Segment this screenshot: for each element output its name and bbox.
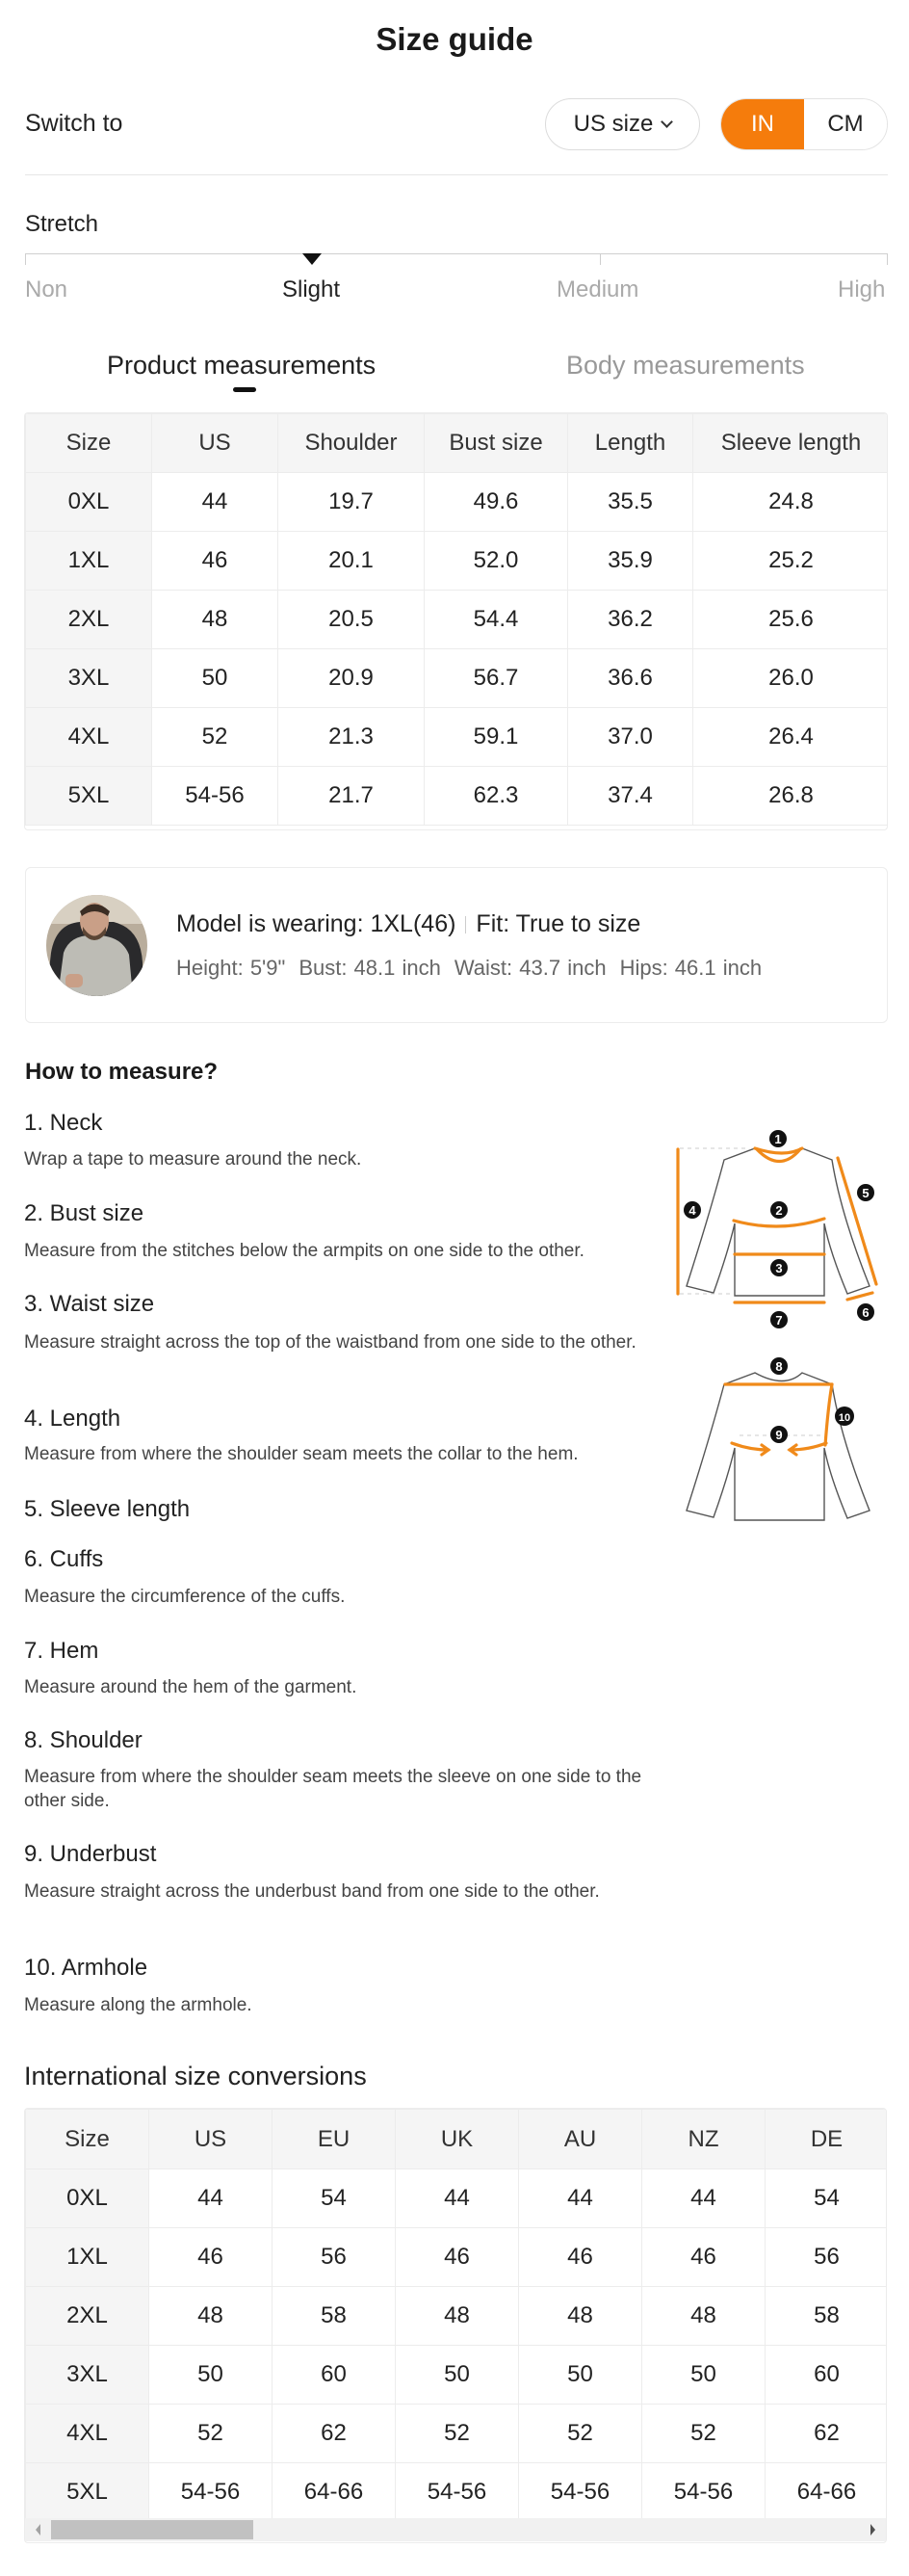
svg-text:6: 6 [862,1305,870,1320]
value-cell: 20.9 [278,649,425,708]
value-cell: 54-56 [519,2463,642,2522]
stretch-option-slight: Slight [282,276,341,302]
table-row [26,2169,888,2228]
stretch-tick [600,253,601,265]
size-cell: 5XL [26,767,152,826]
model-wearing-size: Model is wearing: 1XL(46) [176,910,456,937]
value-cell: 44 [642,2169,766,2228]
measure-item-desc: Measure from where the shoulder seam meets the collar to the hem. [24,1444,579,1464]
page-title: Size guide [376,21,533,57]
size-cell: 2XL [26,2287,149,2346]
value-cell: 19.7 [278,473,425,532]
badge-1: 1 [774,1132,782,1146]
value-cell: 52 [152,708,278,767]
column-header: US [149,2110,273,2169]
value-cell: 52 [642,2405,766,2463]
column-header: Size [26,414,152,473]
value-cell: 20.1 [278,532,425,591]
tab-body-measurements[interactable]: Body measurements [566,351,805,380]
value-cell: 35.5 [568,473,693,532]
unit-toggle[interactable] [720,98,888,150]
value-cell: 46 [396,2228,519,2287]
measure-item-desc: Measure from where the shoulder seam meets the sleeve on one side to the other side. [24,1767,642,1811]
value-cell: 46 [149,2228,273,2287]
value-cell: 62 [766,2405,888,2463]
value-cell: 48 [642,2287,766,2346]
value-cell: 60 [766,2346,888,2405]
product-measurements-table [24,412,888,830]
active-tab-indicator [233,387,256,392]
value-cell: 58 [273,2287,396,2346]
value-cell: 54-56 [642,2463,766,2522]
size-cell: 1XL [26,532,152,591]
stretch-tick [25,253,26,265]
table-row [26,767,889,826]
stretch-option-non: Non [25,276,68,302]
value-cell: 54-56 [149,2463,273,2522]
value-cell: 50 [396,2346,519,2405]
measure-item-title: 8. Shoulder [24,1727,143,1753]
measure-item-desc: Measure along the armhole. [24,1995,252,2015]
scrollbar-thumb[interactable] [51,2520,253,2539]
table-row [26,2405,888,2463]
svg-text:2: 2 [775,1203,783,1218]
table-row [26,591,889,649]
svg-text:5: 5 [862,1186,870,1200]
value-cell: 44 [152,473,278,532]
stretch-track [25,253,888,254]
measure-item-title: 3. Waist size [24,1291,155,1317]
separator [465,916,466,933]
value-cell: 64-66 [766,2463,888,2522]
table-row [26,473,889,532]
value-cell: 36.6 [568,649,693,708]
value-cell: 21.3 [278,708,425,767]
value-cell: 52 [396,2405,519,2463]
scroll-left-arrow-icon[interactable] [36,2524,40,2536]
size-cell: 4XL [26,708,152,767]
value-cell: 37.0 [568,708,693,767]
value-cell: 54 [766,2169,888,2228]
value-cell: 59.1 [425,708,568,767]
measure-item-title: 7. Hem [24,1638,99,1664]
value-cell: 54-56 [152,767,278,826]
international-size-table[interactable] [24,2108,887,2543]
value-cell: 26.0 [693,649,889,708]
stretch-tick [887,253,888,265]
value-cell: 46 [152,532,278,591]
value-cell: 21.7 [278,767,425,826]
table-row [26,2346,888,2405]
model-avatar [46,895,147,996]
column-header: DE [766,2110,888,2169]
svg-text:9: 9 [775,1428,783,1442]
model-height: Height: 5'9" [176,956,286,980]
value-cell: 26.8 [693,767,889,826]
value-cell: 44 [396,2169,519,2228]
svg-text:7: 7 [775,1313,783,1327]
value-cell: 54.4 [425,591,568,649]
size-system-value: US size [573,111,654,137]
column-header: Shoulder [278,414,425,473]
value-cell: 50 [519,2346,642,2405]
measure-item-title: 2. Bust size [24,1200,144,1226]
stretch-label: Stretch [25,211,99,237]
divider [25,174,888,175]
switch-to-label: Switch to [25,110,123,137]
value-cell: 26.4 [693,708,889,767]
measure-item-title: 9. Underbust [24,1841,157,1867]
value-cell: 46 [642,2228,766,2287]
measure-item-desc: Measure straight across the underbust band from one side to the other. [24,1881,600,1902]
scroll-right-arrow-icon[interactable] [870,2524,875,2536]
how-to-measure-heading: How to measure? [25,1059,219,1085]
value-cell: 52.0 [425,532,568,591]
column-header: NZ [642,2110,766,2169]
value-cell: 35.9 [568,532,693,591]
measure-item-desc: Measure around the hem of the garment. [24,1677,357,1697]
stretch-option-medium: Medium [557,276,639,302]
value-cell: 52 [519,2405,642,2463]
svg-text:8: 8 [775,1359,783,1374]
model-fit: Fit: True to size [476,910,641,937]
size-cell: 5XL [26,2463,149,2522]
table-header-row [26,414,889,473]
measure-item-title: 10. Armhole [24,1955,148,1981]
value-cell: 37.4 [568,767,693,826]
size-cell: 3XL [26,649,152,708]
unit-cm-button[interactable]: CM [804,99,887,149]
value-cell: 62.3 [425,767,568,826]
measure-item-title: 5. Sleeve length [24,1496,191,1522]
measure-item-desc: Wrap a tape to measure around the neck. [24,1149,362,1170]
value-cell: 58 [766,2287,888,2346]
value-cell: 48 [519,2287,642,2346]
column-header: Size [26,2110,149,2169]
measure-item-title: 4. Length [24,1406,121,1432]
size-cell: 0XL [26,473,152,532]
value-cell: 48 [396,2287,519,2346]
table-header-row [26,2110,888,2169]
value-cell: 50 [642,2346,766,2405]
column-header: US [152,414,278,473]
column-header: Length [568,414,693,473]
measure-item-desc: Measure from the stitches below the armpits on one side to the other. [24,1241,584,1261]
value-cell: 36.2 [568,591,693,649]
value-cell: 25.6 [693,591,889,649]
value-cell: 44 [519,2169,642,2228]
svg-text:4: 4 [688,1203,696,1218]
tab-product-measurements[interactable]: Product measurements [107,351,377,380]
model-waist: Waist: 43.7 inch [454,956,607,980]
unit-in-button[interactable]: IN [721,99,804,149]
model-measurements [176,956,775,981]
svg-text:10: 10 [838,1412,851,1424]
column-header: Bust size [425,414,568,473]
size-cell: 3XL [26,2346,149,2405]
value-cell: 24.8 [693,473,889,532]
measure-item-title: 6. Cuffs [24,1546,104,1572]
value-cell: 50 [149,2346,273,2405]
chevron-down-icon [661,116,673,128]
model-info-card [25,867,888,1023]
value-cell: 20.5 [278,591,425,649]
measurement-diagram [664,1117,909,1541]
size-cell: 1XL [26,2228,149,2287]
size-cell: 4XL [26,2405,149,2463]
value-cell: 62 [273,2405,396,2463]
table-row [26,2463,888,2522]
measure-item-desc: Measure straight across the top of the waistband from one side to the other. [24,1332,636,1353]
stretch-option-high: High [838,276,886,302]
value-cell: 48 [152,591,278,649]
value-cell: 60 [273,2346,396,2405]
column-header: Sleeve length [693,414,889,473]
value-cell: 56 [273,2228,396,2287]
model-hips: Hips: 46.1 inch [619,956,763,980]
value-cell: 50 [152,649,278,708]
column-header: EU [273,2110,396,2169]
table-row [26,708,889,767]
svg-text:3: 3 [775,1261,783,1275]
size-cell: 0XL [26,2169,149,2228]
value-cell: 25.2 [693,532,889,591]
stretch-pointer-icon [302,253,322,265]
size-cell: 2XL [26,591,152,649]
value-cell: 44 [149,2169,273,2228]
model-wearing-text [176,910,640,938]
table-row [26,649,889,708]
model-bust: Bust: 48.1 inch [299,956,441,980]
international-conversions-heading: International size conversions [24,2062,367,2090]
value-cell: 49.6 [425,473,568,532]
value-cell: 48 [149,2287,273,2346]
value-cell: 56 [766,2228,888,2287]
table-row [26,2228,888,2287]
value-cell: 64-66 [273,2463,396,2522]
measure-item-title: 1. Neck [24,1110,103,1136]
value-cell: 54 [273,2169,396,2228]
table-row [26,2287,888,2346]
value-cell: 54-56 [396,2463,519,2522]
table-row [26,532,889,591]
value-cell: 56.7 [425,649,568,708]
column-header: UK [396,2110,519,2169]
value-cell: 46 [519,2228,642,2287]
size-system-dropdown[interactable] [545,98,700,150]
measure-item-desc: Measure the circumference of the cuffs. [24,1587,346,1607]
column-header: AU [519,2110,642,2169]
value-cell: 52 [149,2405,273,2463]
